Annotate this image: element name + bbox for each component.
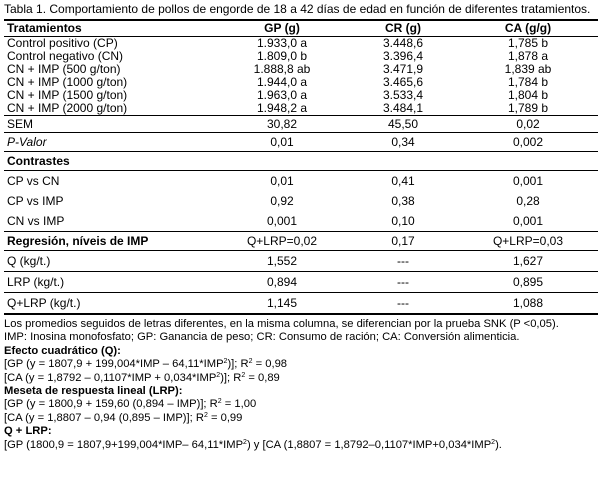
regression-ca: 1,627 xyxy=(458,251,598,272)
treatment-label: CN + IMP (1500 g/ton) xyxy=(7,88,128,102)
contrast-label: CP vs CN xyxy=(7,173,60,188)
regression-cr: --- xyxy=(348,251,458,272)
heading-q-lrp: Q + LRP: xyxy=(4,425,52,438)
regression-gp: 1,552 xyxy=(216,251,348,272)
treatment-label: CN + IMP (1000 g/ton) xyxy=(7,75,128,89)
table-row xyxy=(4,211,598,232)
treatment-label: Control positivo (CP) xyxy=(7,36,118,50)
regression-cr: --- xyxy=(348,293,458,315)
table-row xyxy=(4,251,598,272)
sem-cr: 45,50 xyxy=(348,116,458,133)
pvalor-label: P-Valor xyxy=(4,133,216,152)
regresion-title: Regresión, níveis de IMP xyxy=(4,232,216,251)
heading-lrp: Meseta de respuesta lineal (LRP): xyxy=(4,385,183,398)
equation-q-ca: [CA $(y = 1,8792 - 0,1107*IMP + 0,034*IMP^2)$]; $R^2 = 0,89$ xyxy=(4,371,280,384)
gp-value: 1.944,0 a xyxy=(256,75,308,89)
contrast-gp: 0,92 xyxy=(270,193,294,208)
regression-gp: 0,894 xyxy=(216,272,348,293)
contrast-cr: 0,41 xyxy=(391,173,415,188)
header-treatments: Tratamientos xyxy=(4,20,216,37)
ca-value: 1,878 a xyxy=(507,49,549,63)
contrast-ca: 0,28 xyxy=(516,193,540,208)
gp-value: 1.888,8 ab xyxy=(253,62,311,76)
ca-value: 1,789 b xyxy=(507,101,549,115)
regression-gp: 1,145 xyxy=(216,293,348,315)
sem-gp: 30,82 xyxy=(216,116,348,133)
cr-value: 3.396,4 xyxy=(382,49,424,63)
contrast-cr: 0,10 xyxy=(348,211,458,232)
table-row xyxy=(4,102,598,116)
note-letters: Los promedios seguidos de letras diferentes, en la misma columna, se diferencian por la prueba SNK (P <0,05). xyxy=(4,318,559,330)
equation-lrp-ca: [CA (y = 1,8807 – 0,94 (0,895 – IMP)]; $R^2 = 0,99$ xyxy=(4,411,243,424)
contrast-ca: 0,001 xyxy=(458,211,598,232)
contrast-ca: 0,001 xyxy=(512,173,544,188)
contrast-label: CN vs IMP xyxy=(4,211,216,232)
sem-row xyxy=(4,116,598,133)
ca-value: 1,804 b xyxy=(507,88,549,102)
regression-ca: 0,895 xyxy=(458,272,598,293)
gp-value: 1.933,0 a xyxy=(256,36,308,50)
treatment-label: Control negativo (CN) xyxy=(7,49,124,63)
table-notes xyxy=(4,318,598,452)
gp-value: 1.809,0 b xyxy=(256,49,308,63)
table-row xyxy=(4,171,598,192)
equation-q-lrp: [GP (1800,9 = 1807,9+199,004*IMP– 64,11*IMP$^2$) y [CA $(1,8807 = 1,8792-0,1107*IMP+0,034*IMP^2)$. xyxy=(4,438,502,451)
treatment-label: CN + IMP (500 g/ton) xyxy=(7,62,121,76)
regression-label: Q (kg/t.) xyxy=(4,251,216,272)
ca-value: 1,839 ab xyxy=(504,62,552,76)
pvalor-gp: 0,01 xyxy=(216,133,348,152)
cr-value: 3.533,4 xyxy=(382,88,424,102)
header-gp: GP (g) xyxy=(216,20,348,37)
regression-ca: 1,088 xyxy=(458,293,598,315)
ca-value: 1,784 b xyxy=(507,75,549,89)
table-row xyxy=(4,272,598,293)
contrast-gp: 0,01 xyxy=(270,173,294,188)
cr-value: 3.465,6 xyxy=(382,75,424,89)
contrast-cr: 0,38 xyxy=(391,193,415,208)
gp-value: 1.963,0 a xyxy=(256,88,308,102)
header-ca: CA (g/g) xyxy=(458,20,598,37)
table-row xyxy=(4,191,598,211)
header-row xyxy=(4,20,598,37)
equation-q-gp: [GP (y = 1807,9 + 199,004*IMP – 64,11*IMP$^2$)]; $R^2 = 0,98$ xyxy=(4,358,288,371)
regresion-gp: Q+LRP=0,02 xyxy=(216,232,348,251)
contrastes-header xyxy=(4,152,598,171)
gp-value: 1.948,2 a xyxy=(256,101,308,115)
contrastes-title: Contrastes xyxy=(4,152,598,171)
equation-lrp-gp: [GP (y = 1800,9 + 159,60 (0,894 – IMP)]; $R^2 = 1,00$ xyxy=(4,398,257,411)
pvalor-row xyxy=(4,133,598,152)
document xyxy=(4,2,598,452)
table-row xyxy=(4,37,598,51)
treatment-label: CN + IMP (2000 g/ton) xyxy=(7,101,128,115)
regression-cr: --- xyxy=(348,272,458,293)
note-abbreviations: IMP: Inosina monofosfato; GP: Ganancia de peso; CR: Consumo de ración; CA: Conversión alimenticia. xyxy=(4,331,520,344)
regression-label: LRP (kg/t.) xyxy=(4,272,216,293)
cr-value: 3.484,1 xyxy=(382,101,424,115)
cr-value: 3.448,6 xyxy=(382,36,424,50)
heading-quadratic: Efecto cuadrático (Q): xyxy=(4,344,121,357)
regression-label: Q+LRP (kg/t.) xyxy=(4,293,216,315)
contrast-label: CP vs IMP xyxy=(7,193,64,208)
cr-value: 3.471,9 xyxy=(382,62,424,76)
pvalor-cr: 0,34 xyxy=(348,133,458,152)
sem-label: SEM xyxy=(4,116,216,133)
pvalor-ca: 0,002 xyxy=(458,133,598,152)
regresion-cr: 0,17 xyxy=(348,232,458,251)
header-cr: CR (g) xyxy=(348,20,458,37)
regresion-ca: Q+LRP=0,03 xyxy=(458,232,598,251)
sem-ca: 0,02 xyxy=(458,116,598,133)
contrast-gp: 0,001 xyxy=(216,211,348,232)
table-row xyxy=(4,293,598,315)
results-table xyxy=(4,19,598,315)
table-caption: Tabla 1. Comportamiento de pollos de engorde de 18 a 42 días de edad en función de diferentes tratamientos. xyxy=(4,2,591,16)
regresion-header xyxy=(4,232,598,251)
ca-value: 1,785 b xyxy=(507,36,549,50)
